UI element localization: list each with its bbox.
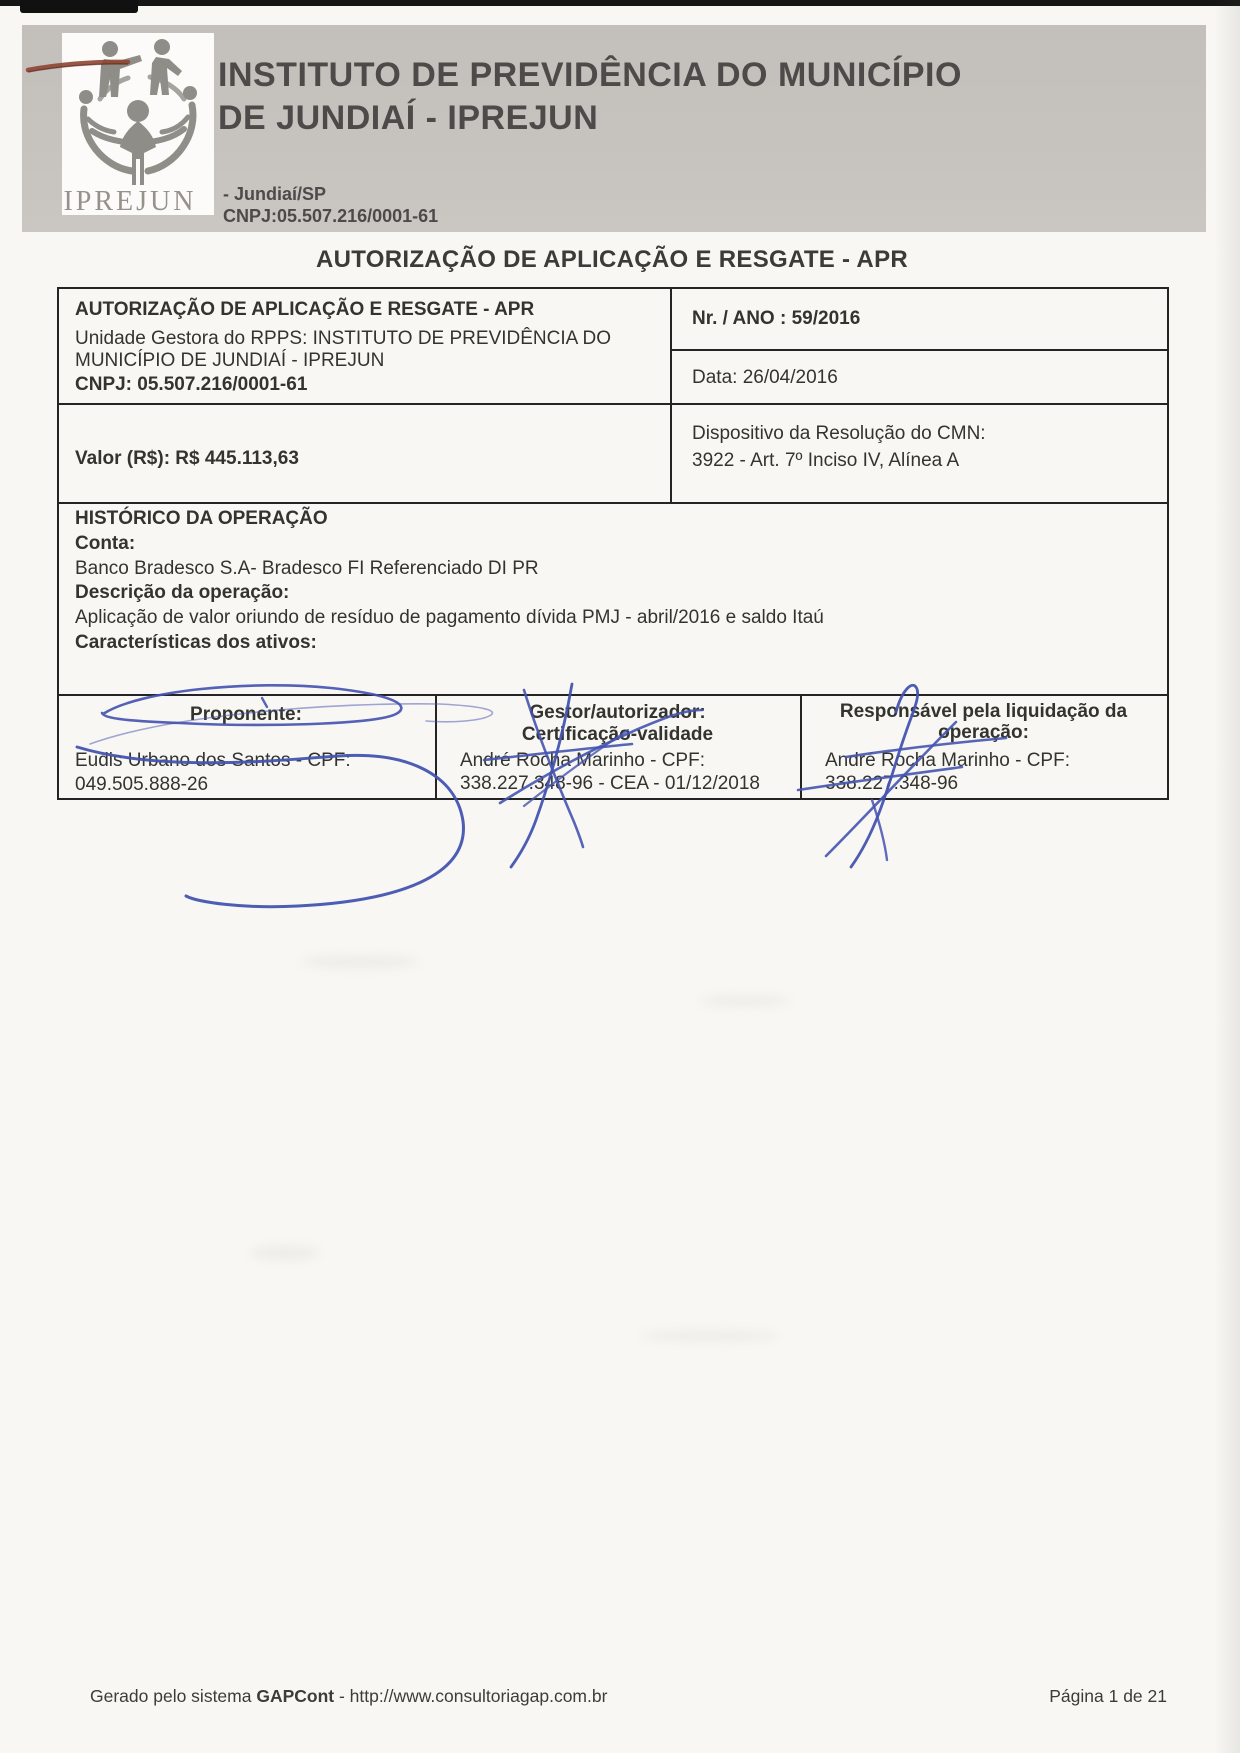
gestor-title-line1: Gestor/autorizador: (529, 702, 706, 723)
valor-value: Valor (R$): R$ 445.113,63 (75, 448, 299, 469)
logo-wordmark: IPREJUN (63, 186, 197, 217)
scan-smudge (640, 1330, 780, 1342)
conta-value: Banco Bradesco S.A- Bradesco FI Referenciado DI PR (75, 558, 539, 579)
unidade-gestora-line1: Unidade Gestora do RPPS: INSTITUTO DE PREVIDÊNCIA DO (75, 328, 612, 349)
table-border (1167, 287, 1169, 800)
unidade-gestora-line2: MUNICÍPIO DE JUNDIAÍ - IPREJUN (75, 350, 385, 371)
data-value: Data: 26/04/2016 (692, 367, 838, 388)
gestor-title-line2: Certificação-validade (521, 724, 714, 745)
cnpj-value: CNPJ: 05.507.216/0001-61 (75, 374, 308, 395)
table-border (57, 287, 1169, 289)
red-pen-mark-icon (24, 52, 134, 84)
apr-cell-title: AUTORIZAÇÃO DE APLICAÇÃO E RESGATE - APR (75, 299, 535, 320)
descricao-label: Descrição da operação: (75, 582, 290, 603)
gestor-name: André Rocha Marinho - CPF: (460, 750, 705, 771)
institution-title (218, 54, 1178, 140)
proponente-name: Eudis Urbano dos Santos - CPF: (75, 750, 351, 771)
table-border (57, 502, 1169, 504)
table-border (57, 694, 1169, 696)
descricao-value: Aplicação de valor oriundo de resíduo de pagamento dívida PMJ - abril/2016 e saldo Itaú (75, 607, 824, 628)
institution-title-line2: DE JUNDIAÍ - IPREJUN (218, 99, 599, 137)
document-title: AUTORIZAÇÃO DE APLICAÇÃO E RESGATE - APR (315, 246, 909, 273)
institution-title-line1: INSTITUTO DE PREVIDÊNCIA DO MUNICÍPIO (218, 56, 962, 94)
conta-label: Conta: (75, 533, 136, 554)
gestor-cpf: 338.227.348-96 - CEA - 01/12/2018 (460, 773, 761, 794)
footer-url: - http://www.consultoriagap.com.br (334, 1686, 608, 1706)
scan-smudge (250, 1245, 320, 1261)
historico-title: HISTÓRICO DA OPERAÇÃO (75, 508, 328, 529)
institution-city: - Jundiaí/SP (223, 184, 327, 204)
dispositivo-label: Dispositivo da Resolução do CMN: (692, 423, 986, 444)
scan-smudge (300, 955, 420, 969)
scan-top-blob (20, 0, 138, 13)
scan-edge-shadow (1214, 0, 1240, 1753)
proponente-cpf: 049.505.888-26 (75, 774, 209, 795)
footer-page-number: Página 1 de 21 (1049, 1686, 1167, 1706)
scan-smudge (700, 995, 790, 1007)
caracteristicas-label: Características dos ativos: (75, 632, 317, 653)
responsavel-name: André Rocha Marinho - CPF: (825, 750, 1070, 771)
footer-prefix: Gerado pelo sistema (90, 1686, 257, 1706)
proponente-title: Proponente: (190, 704, 302, 725)
nr-ano-value: Nr. / ANO : 59/2016 (692, 308, 861, 329)
responsavel-cpf: 338.227.348-96 (825, 773, 959, 794)
table-border (670, 287, 672, 502)
institution-cnpj: CNPJ:05.507.216/0001-61 (223, 206, 439, 226)
footer-generated-by (90, 1686, 607, 1707)
table-border (57, 403, 1169, 405)
footer-system-name: GAPCont (256, 1686, 335, 1706)
table-border (57, 798, 1169, 800)
table-border (670, 349, 1169, 351)
responsavel-title-line1: Responsável pela liquidação da (839, 701, 1128, 722)
scan-top-strip (0, 0, 1240, 6)
responsavel-title-line2: operação: (938, 722, 1029, 743)
dispositivo-value: 3922 - Art. 7º Inciso IV, Alínea A (692, 450, 960, 471)
